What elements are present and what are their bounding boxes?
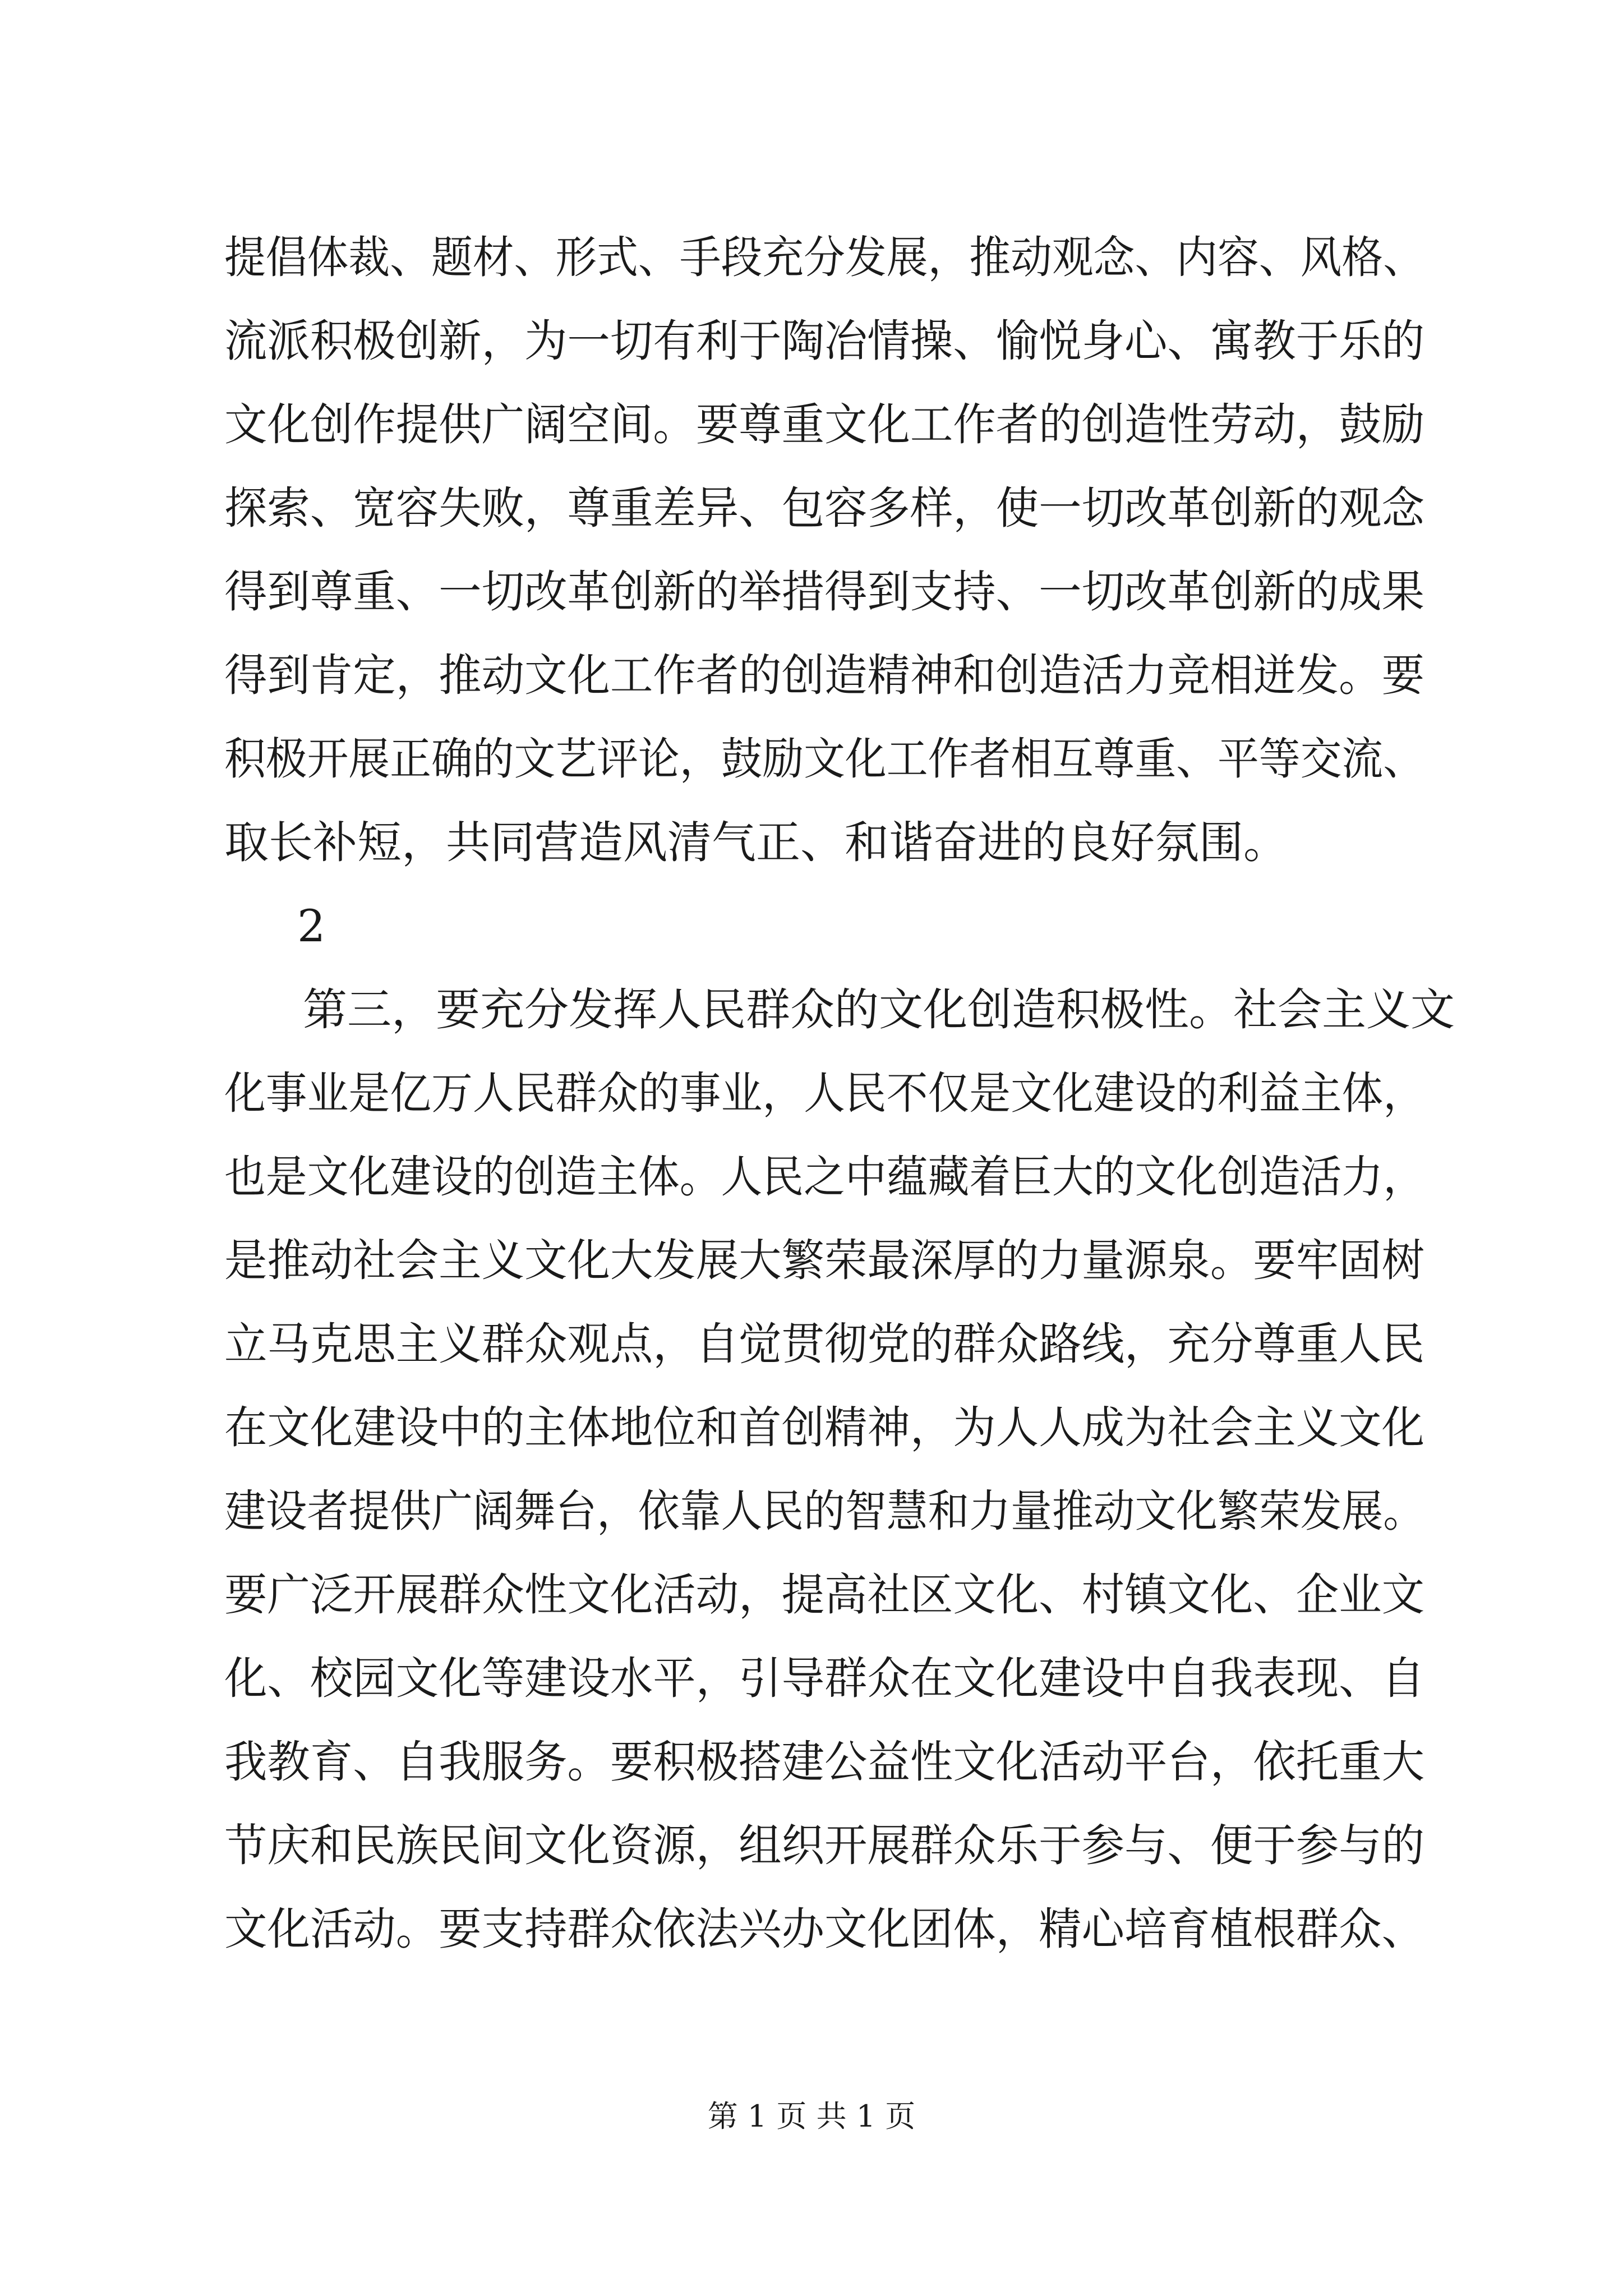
paragraph-line: 是推动社会主义文化大发展大繁荣最深厚的力量源泉。要牢固树 bbox=[224, 1235, 1424, 1286]
paragraph-line: 立马克思主义群众观点，自觉贯彻党的群众路线，充分尊重人民 bbox=[224, 1318, 1424, 1370]
paragraph-line: 流派积极创新，为一切有利于陶冶情操、愉悦身心、寓教于乐的 bbox=[224, 315, 1424, 367]
paragraph-line: 节庆和民族民间文化资源，组织开展群众乐于参与、便于参与的 bbox=[224, 1820, 1424, 1871]
paragraph-line: 探索、宽容失败，尊重差异、包容多样，使一切改革创新的观念 bbox=[224, 482, 1424, 534]
paragraph-line: 化、校园文化等建设水平，引导群众在文化建设中自我表现、自 bbox=[224, 1653, 1424, 1704]
paragraph-line: 提倡体裁、题材、形式、手段充分发展，推动观念、内容、风格、 bbox=[224, 232, 1424, 283]
paragraph-line: 也是文化建设的创造主体。人民之中蕴藏着巨大的文化创造活力， bbox=[224, 1151, 1424, 1203]
paragraph-line: 要广泛开展群众性文化活动，提高社区文化、村镇文化、企业文 bbox=[224, 1569, 1424, 1621]
paragraph-line: 在文化建设中的主体地位和首创精神，为人人成为社会主义文化 bbox=[224, 1402, 1424, 1453]
paragraph-line: 文化活动。要支持群众依法兴办文化团体，精心培育植根群众、 bbox=[224, 1903, 1424, 1955]
paragraph-line: 文化创作提供广阔空间。要尊重文化工作者的创造性劳动，鼓励 bbox=[224, 399, 1424, 450]
paragraph-line: 化事业是亿万人民群众的事业，人民不仅是文化建设的利益主体， bbox=[224, 1068, 1424, 1119]
paragraph-line: 第三，要充分发挥人民群众的文化创造积极性。社会主义文 bbox=[303, 984, 1455, 1036]
paragraph-line: 积极开展正确的文艺评论，鼓励文化工作者相互尊重、平等交流、 bbox=[224, 733, 1424, 785]
paragraph-line: 我教育、自我服务。要积极搭建公益性文化活动平台，依托重大 bbox=[224, 1736, 1424, 1788]
paragraph-line: 得到肯定，推动文化工作者的创造精神和创造活力竞相迸发。要 bbox=[224, 650, 1424, 701]
page-footer: 第 1 页 共 1 页 bbox=[707, 2099, 916, 2134]
paragraph-line: 取长补短，共同营造风清气正、和谐奋进的良好氛围。 bbox=[224, 817, 1288, 868]
section-number: 2 bbox=[297, 900, 326, 952]
paragraph-line: 得到尊重、一切改革创新的举措得到支持、一切改革创新的成果 bbox=[224, 566, 1424, 618]
paragraph-line: 建设者提供广阔舞台，依靠人民的智慧和力量推动文化繁荣发展。 bbox=[224, 1485, 1424, 1537]
